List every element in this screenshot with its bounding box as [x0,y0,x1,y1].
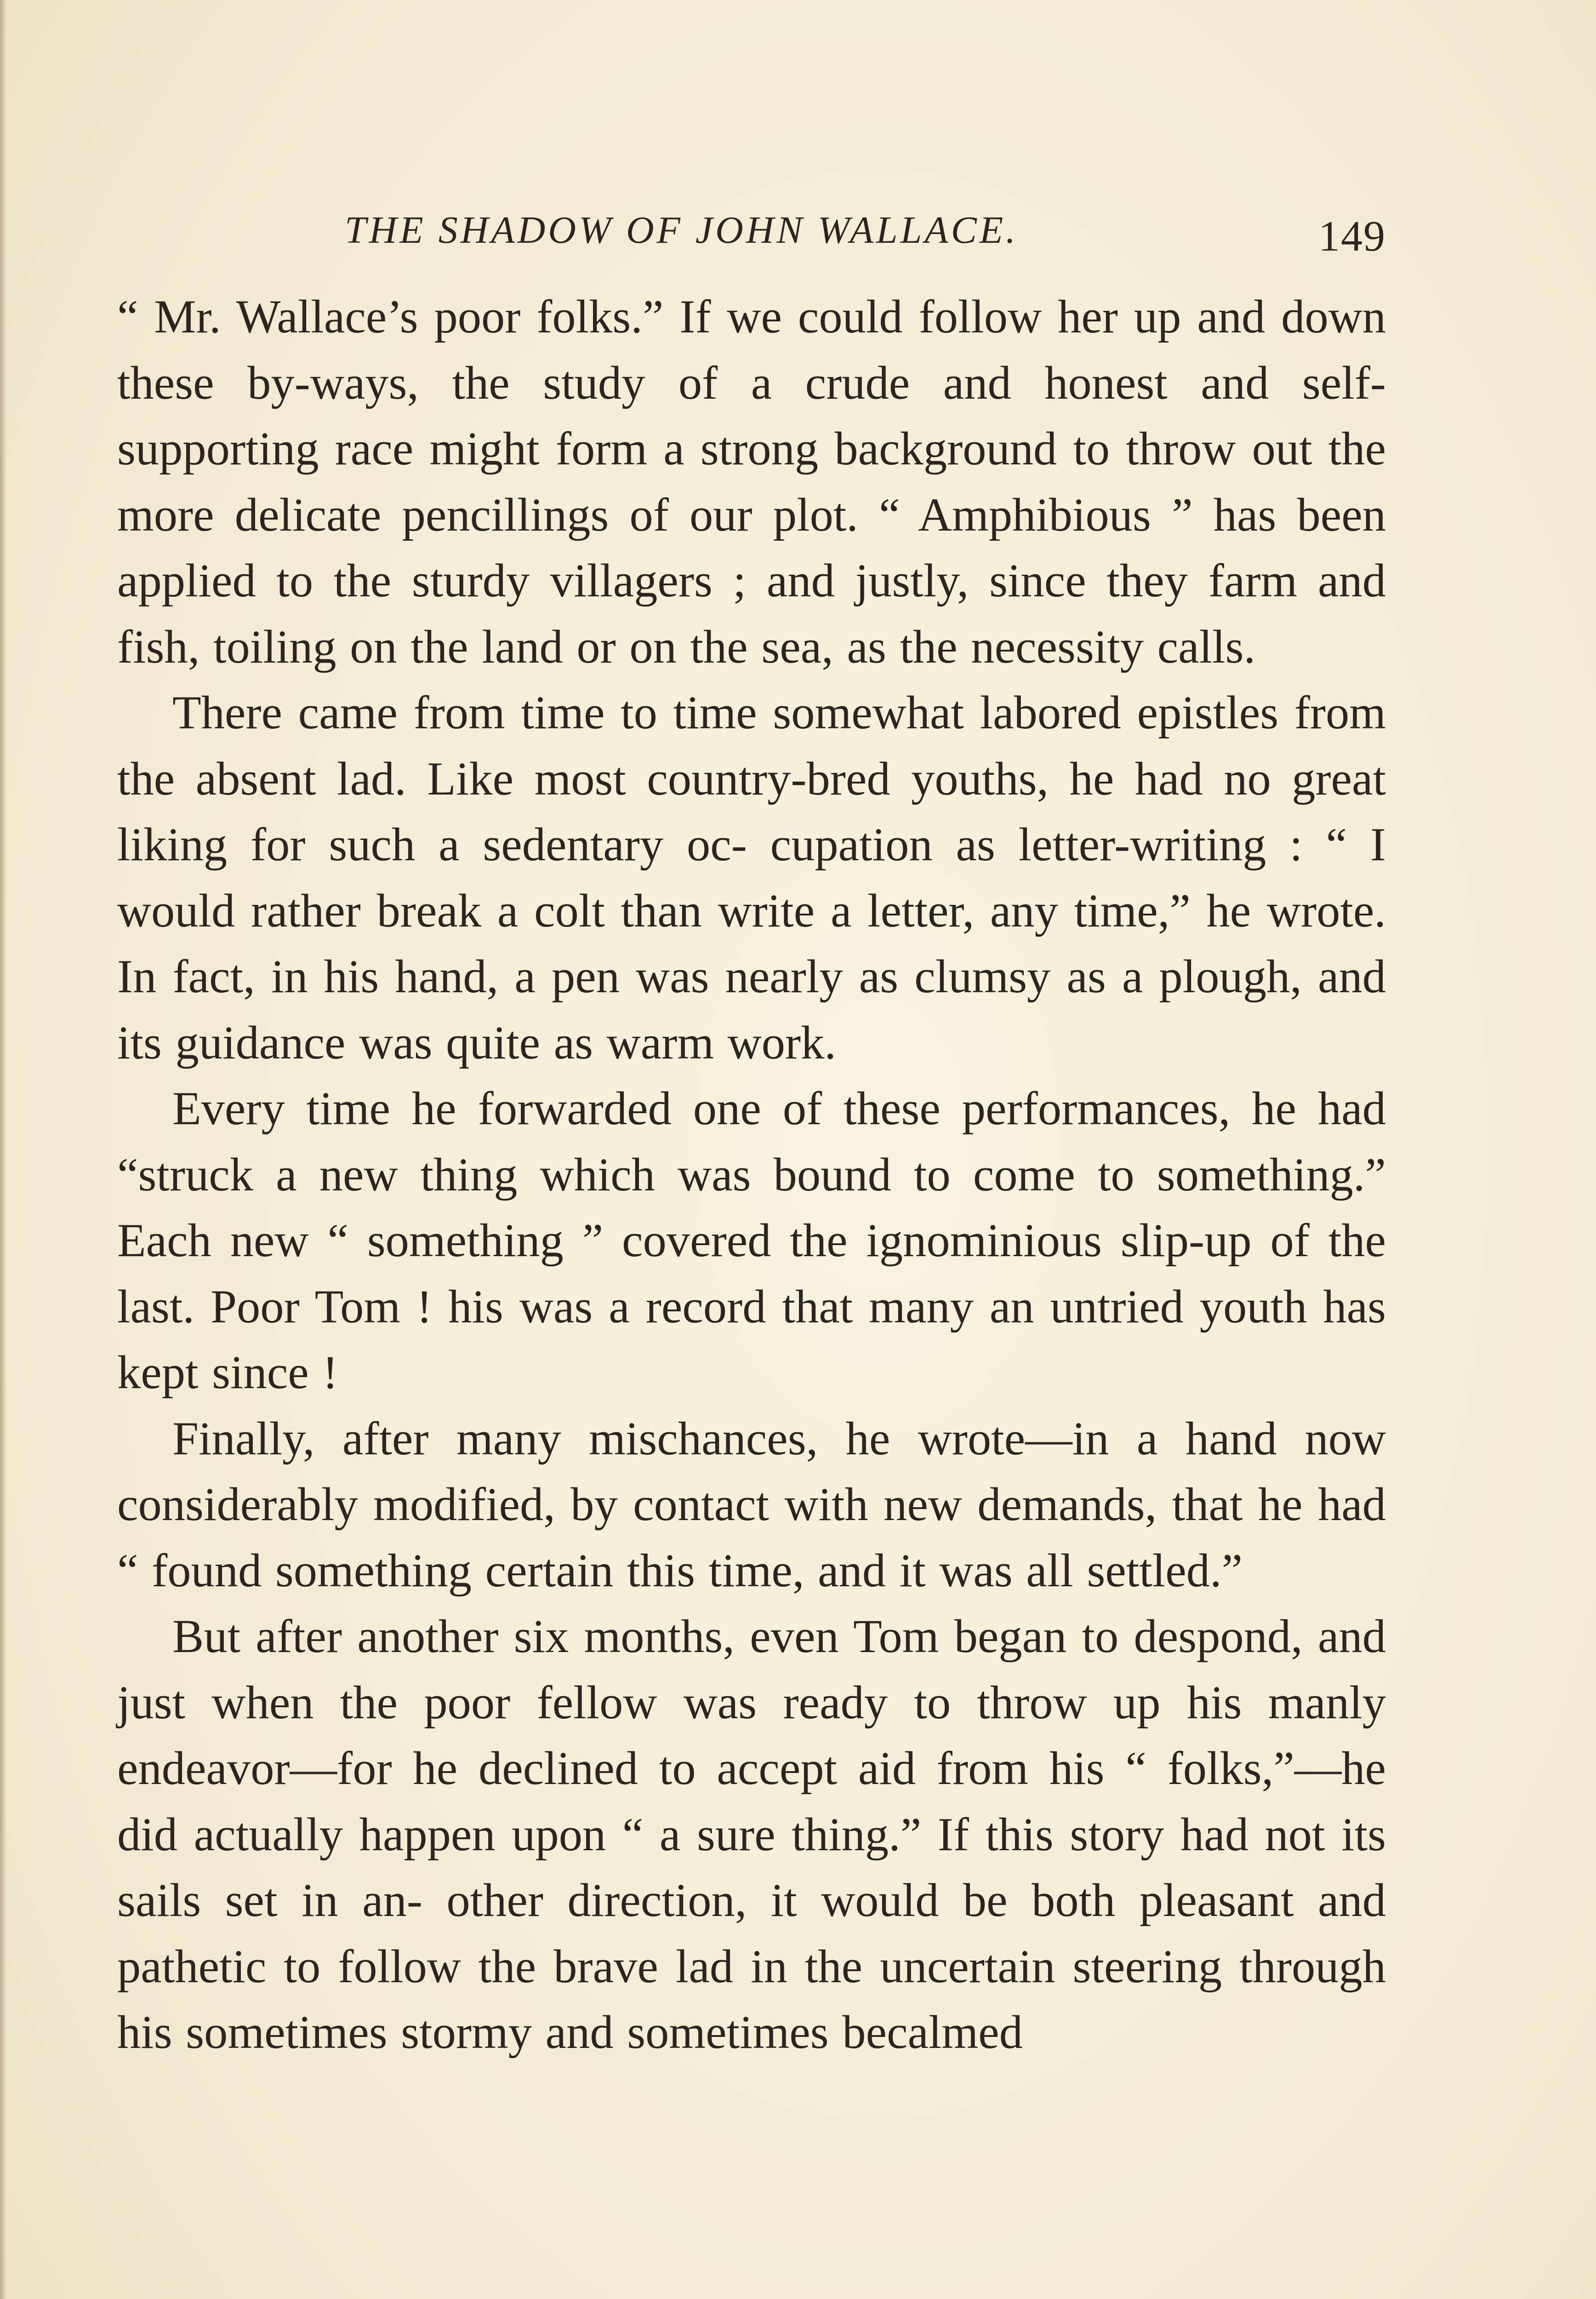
page-edge-shadow [0,0,6,2299]
paragraph: “ Mr. Wallace’s poor folks.” If we could follow her up and down these by-ways, the study of a crude and honest and self-supporting race might form a strong background to throw out the more delicate pencillings of our plot. “ Amphibious ” has been applied to the sturdy villagers ; and justly, since they farm and fish, toiling on the land or on the sea, as the necessity calls. [117,291,1386,673]
page-number: 149 [1318,212,1386,260]
page-header [117,199,1386,258]
paragraph: But after another six months, even Tom began to despond, and just when the poor fellow was ready to throw up his manly endeavor—for he declined to accept aid from his “ folks,”—he did actually happen upon “ a sure thing.” If this story had not its sails set in an- other direction, it would be both pleasant and pathetic to follow the brave lad in the uncertain steering through his sometimes stormy and sometimes becalmed [117,1611,1386,2059]
paragraph: There came from time to time somewhat labored epistles from the absent lad. Like most country-bred youths, he had no great liking for such a sedentary oc- cupation as letter-writing : “ I would rather break a colt than write a letter, any time,” he wrote. In fact, in his hand, a pen was nearly as clumsy as a plough, and its guidance was quite as warm work. [117,687,1386,1069]
running-title: THE SHADOW OF JOHN WALLACE. [345,209,1019,252]
paragraph: Every time he forwarded one of these performances, he had “struck a new thing which was bound to come to something.” Each new “ something ” covered the ignominious slip-up of the last. Poor Tom ! his was a record that many an untried youth has kept since ! [117,1083,1386,1399]
body-text [117,284,1386,2066]
paragraph: Finally, after many mischances, he wrote—in a hand now considerably modified, by contact with new demands, that he had “ found something certain this time, and it was all settled.” [117,1413,1386,1597]
